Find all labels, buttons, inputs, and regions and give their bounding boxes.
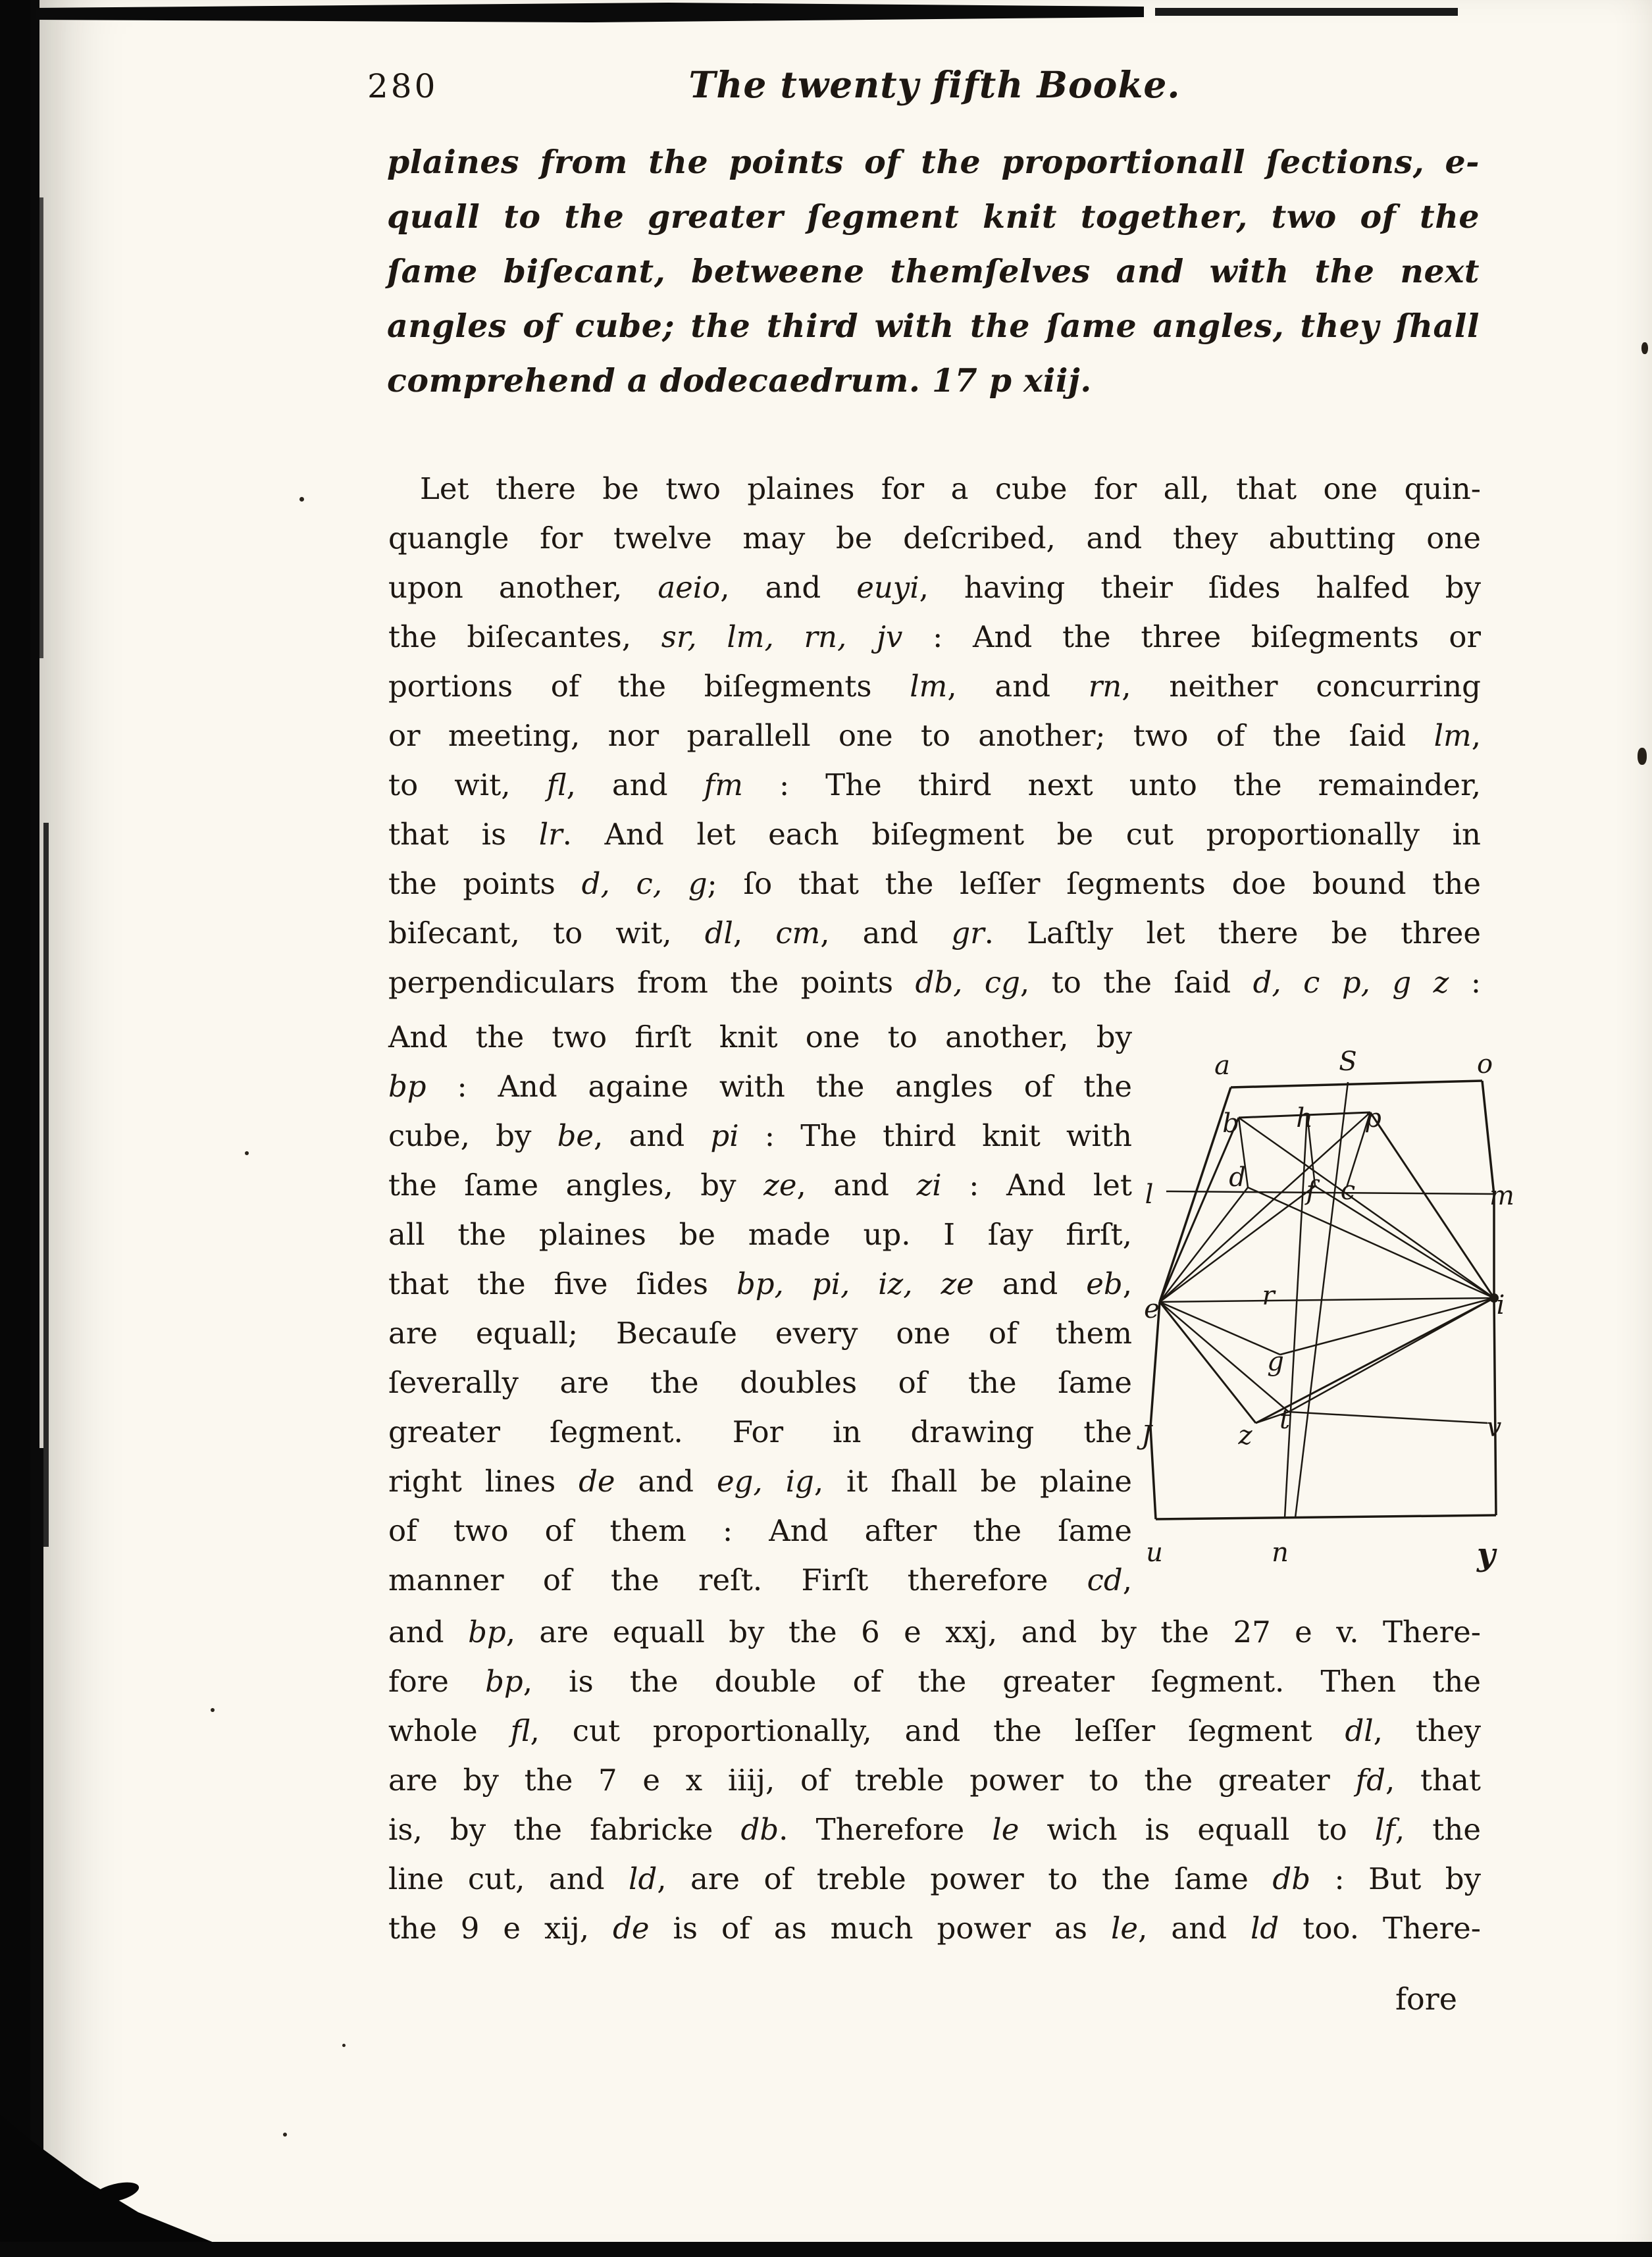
text-line: the points d, c, g; ſo that the leſſer ſegments doe bound the: [388, 866, 1481, 901]
text-line: greater ſegment. For in drawing the: [388, 1414, 1132, 1449]
binding-shadow: [0, 0, 30, 2257]
figure-label-e: e: [1144, 1294, 1160, 1324]
text-line: that the five ſides bp, pi, iz, ze and eb,: [388, 1266, 1132, 1301]
binding-streak: [39, 197, 43, 658]
figure-label-g: g: [1267, 1347, 1284, 1377]
running-title: The twenty fifth Booke.: [688, 63, 1181, 106]
text-line: ſeverally are the doubles of the ſame: [388, 1365, 1132, 1400]
text-line: of two of them : And after the ſame: [388, 1513, 1132, 1548]
text-line: fore bp, is the double of the greater ſegment. Then the: [388, 1664, 1481, 1699]
binding-streak: [30, 1448, 43, 2257]
ink-speck: [211, 1708, 215, 1712]
text-line: the 9 e xij, de is of as much power as le, and ld too. There-: [388, 1911, 1481, 1946]
figure-label-n: n: [1272, 1538, 1289, 1568]
figure-label-i: i: [1496, 1290, 1505, 1320]
text-line: all the plaines be made up. I ſay firſt,: [388, 1217, 1132, 1252]
lede-line: angles of cube; the third with the ſame angles, they ſhall: [387, 307, 1480, 345]
text-line: portions of the biſegments lm, and rn, neither concurring: [388, 669, 1481, 704]
text-line: the ſame angles, by ze, and zi : And let: [388, 1168, 1133, 1203]
figure-label-u: u: [1146, 1538, 1163, 1568]
text-line: are equall; Becauſe every one of them: [388, 1316, 1132, 1351]
body-paragraph-beside-figure: [388, 1012, 1132, 1605]
figure-label-a: a: [1214, 1051, 1230, 1081]
lede-line: ſame biſecant, betweene themſelves and with the next: [387, 252, 1480, 290]
figure-label-b: b: [1222, 1108, 1239, 1139]
text-line: the biſecantes, sr, lm, rn, jv : And the three biſegments or: [388, 619, 1481, 654]
figure-label-o: o: [1476, 1049, 1493, 1079]
page-number: 280: [367, 67, 438, 105]
text-line: right lines de and eg, ig, it ſhall be plaine: [388, 1464, 1132, 1499]
figure-label-z: z: [1238, 1420, 1252, 1451]
figure-label-f: f: [1306, 1176, 1316, 1206]
text-line: manner of the reſt. Firſt therefore cd,: [388, 1563, 1132, 1597]
text-line: and bp, are equall by the 6 e xxj, and by the 27 e v. There-: [388, 1615, 1482, 1649]
lede-line: plaines from the points of the proportionall ſections, e-: [387, 143, 1480, 181]
figure-label-r: r: [1262, 1281, 1275, 1311]
margin-ink-mark: [1641, 342, 1648, 354]
dodecahedron-construction-figure: [1139, 1040, 1520, 1593]
figure-label-d: d: [1229, 1162, 1246, 1193]
binding-streak: [43, 823, 49, 1547]
ink-speck: [283, 2133, 287, 2137]
lede-line: quall to the greater ſegment knit together, two of the: [387, 197, 1480, 236]
ink-speck: [299, 497, 304, 502]
body-paragraph-bottom: [388, 1607, 1481, 1953]
top-edge-mark: [0, 0, 1652, 39]
figure-label-y: y: [1477, 1536, 1495, 1573]
figure-label-l: l: [1145, 1180, 1154, 1210]
text-line: are by the 7 e x iiij, of treble power to the greater fd, that: [388, 1763, 1481, 1798]
text-line: is, by the fabricke db. Therefore le wich is equall to lf, the: [388, 1812, 1481, 1847]
figure-label-h: h: [1296, 1103, 1313, 1133]
text-line: Let there be two plaines for a cube for all, that one quin-: [420, 471, 1481, 506]
text-line: biſecant, to wit, dl, cm, and gr. Laſtly let there be three: [388, 916, 1482, 950]
text-line: quangle for twelve may be deſcribed, and they abutting one: [388, 521, 1481, 556]
figure-label-m: m: [1489, 1181, 1514, 1211]
text-line: whole fl, cut proportionally, and the leſſer ſegment dl, they: [388, 1713, 1482, 1748]
proposition-paragraph: [387, 135, 1480, 408]
figure-label-v: v: [1486, 1413, 1502, 1443]
text-line: or meeting, nor parallell one to another; two of the ſaid lm,: [388, 718, 1481, 753]
catchword: fore: [1395, 1981, 1457, 2017]
body-paragraph-top: [388, 464, 1481, 1007]
ink-speck: [245, 1151, 249, 1155]
text-line: that is lr. And let each biſegment be cut proportionally in: [388, 817, 1481, 852]
figure-label-s: S: [1339, 1047, 1357, 1077]
text-line: upon another, aeio, and euyi, having their ſides halfed by: [388, 570, 1481, 605]
text-line: to wit, fl, and fm : The third next unto the remainder,: [388, 767, 1482, 802]
text-line: cube, by be, and pi : The third knit with: [388, 1118, 1133, 1153]
text-line: perpendiculars from the points db, cg, to the ſaid d, c p, g z :: [388, 965, 1481, 1000]
text-line: bp : And againe with the angles of the: [388, 1069, 1132, 1104]
figure-label-t: t: [1279, 1405, 1291, 1435]
figure-label-p: p: [1364, 1103, 1381, 1133]
figure-label-c: c: [1340, 1176, 1356, 1206]
margin-ink-mark: [1638, 748, 1647, 765]
lede-line: comprehend a dodecaedrum. 17 p xiij.: [387, 361, 1092, 400]
text-line: And the two firſt knit one to another, by: [388, 1020, 1132, 1054]
text-line: line cut, and ld, are of treble power to the ſame db : But by: [388, 1861, 1482, 1896]
binding-streak: [30, 0, 39, 1448]
figure-drawing: [1139, 1040, 1520, 1593]
figure-label-j: J: [1141, 1420, 1152, 1451]
bottom-edge-mark: [0, 2242, 1652, 2257]
ink-speck: [342, 2044, 346, 2047]
